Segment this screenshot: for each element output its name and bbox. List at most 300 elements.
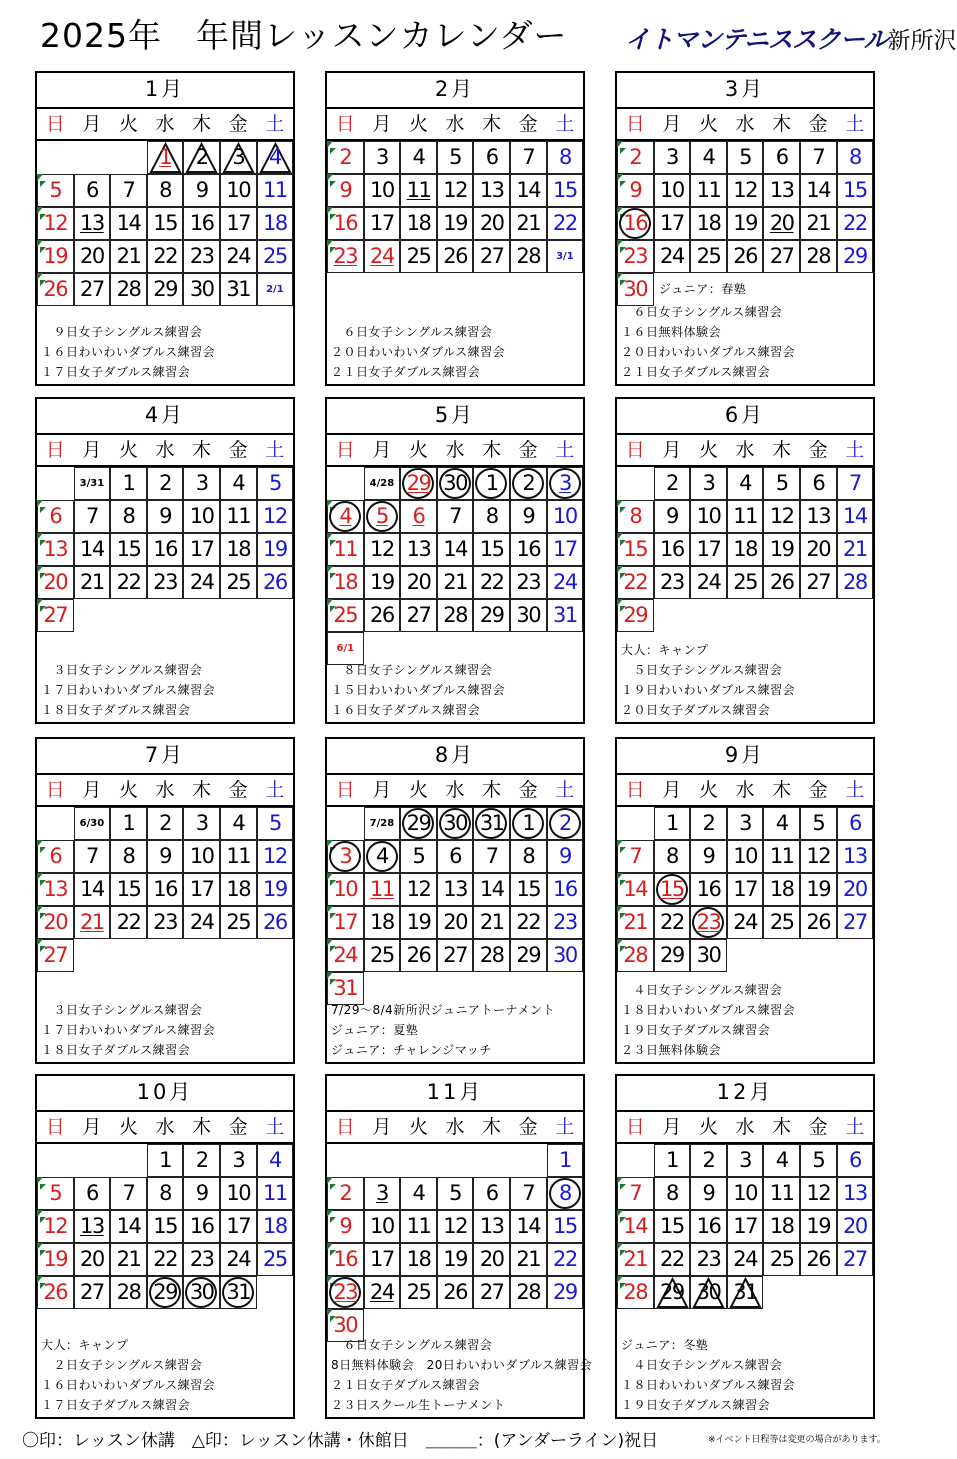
day-number: 2	[629, 145, 642, 169]
day-cell	[654, 533, 691, 566]
day-cell	[800, 1177, 837, 1210]
day-number: 20	[80, 244, 104, 268]
day-cell	[510, 500, 547, 533]
day-cell	[220, 467, 257, 500]
day-cell	[690, 500, 727, 533]
day-number: 11	[333, 537, 358, 561]
day-cell	[763, 873, 800, 906]
weekday-label: 月	[82, 1116, 102, 1138]
day-cell	[437, 939, 474, 972]
weekday-label: 月	[82, 779, 102, 801]
event-note: ジュニア：冬塾	[621, 1338, 709, 1352]
day-grid	[327, 467, 583, 654]
day-cell	[654, 500, 691, 533]
day-number: 20	[843, 1214, 867, 1238]
day-cell	[727, 1210, 764, 1243]
weekday-label: 水	[445, 113, 465, 135]
weekday-label: 日	[45, 1116, 65, 1138]
day-number: 25	[769, 1247, 794, 1271]
day-number: 26	[733, 244, 757, 268]
day-number: 29	[623, 603, 648, 627]
day-cell	[37, 566, 74, 599]
day-cell	[437, 500, 474, 533]
month-title: 1月	[37, 73, 293, 109]
day-number: 3	[339, 844, 352, 868]
day-cell	[183, 1243, 220, 1276]
day-cell	[37, 174, 74, 207]
disclaimer: ※イベント日程等は変更の場合があります。	[708, 1435, 886, 1445]
day-cell	[74, 1210, 111, 1243]
day-number: 12	[443, 178, 467, 202]
day-number: 13	[443, 877, 467, 901]
day-cell	[437, 873, 474, 906]
day-cell	[690, 141, 727, 174]
day-number: 1	[665, 1148, 678, 1172]
day-number: 9	[665, 504, 678, 528]
day-cell	[510, 599, 547, 632]
day-cell	[510, 467, 547, 500]
day-number: 7	[122, 1181, 135, 1205]
day-cell	[547, 1276, 584, 1309]
day-number: 17	[553, 537, 577, 561]
day-cell	[327, 1276, 364, 1309]
weekday-header	[617, 1112, 873, 1144]
day-number: 27	[843, 910, 867, 934]
weekday-label: 木	[482, 439, 502, 461]
weekday-label: 月	[662, 113, 682, 135]
day-cell	[220, 1276, 257, 1309]
day-cell	[763, 906, 800, 939]
day-number: 29	[516, 943, 541, 967]
day-cell	[364, 599, 401, 632]
day-cell	[327, 240, 364, 273]
day-cell	[147, 873, 184, 906]
month-4	[35, 397, 295, 724]
day-number: 22	[843, 211, 867, 235]
day-cell	[763, 807, 800, 840]
day-number: 8	[665, 844, 678, 868]
weekday-label: 土	[265, 439, 285, 461]
day-number: 23	[189, 1247, 214, 1271]
weekday-header	[617, 435, 873, 467]
event-note: ６日女子シングルス練習会	[331, 325, 493, 339]
day-number: 24	[189, 910, 214, 934]
weekday-label: 月	[372, 779, 392, 801]
day-cell	[800, 467, 837, 500]
day-cell	[690, 174, 727, 207]
event-note: ８日女子シングルス練習会	[331, 663, 493, 677]
day-number: 3	[232, 1148, 245, 1172]
day-cell	[257, 566, 294, 599]
day-cell	[74, 500, 111, 533]
day-cell	[183, 1276, 220, 1309]
day-grid	[617, 467, 873, 633]
day-number: 2	[339, 145, 352, 169]
event-note: １７日わいわいダブルス練習会	[41, 683, 216, 697]
day-number: 6/1	[336, 643, 355, 654]
day-cell	[37, 240, 74, 273]
day-cell	[837, 906, 874, 939]
day-cell	[654, 1144, 691, 1177]
day-cell	[437, 566, 474, 599]
day-cell	[547, 533, 584, 566]
day-number: 28	[623, 1280, 648, 1304]
weekday-label: 金	[808, 1116, 828, 1138]
weekday-label: 火	[408, 113, 428, 135]
day-cell	[147, 467, 184, 500]
day-cell	[257, 873, 294, 906]
day-number: 15	[153, 1214, 177, 1238]
day-number: 27	[806, 570, 831, 594]
day-cell	[654, 1276, 691, 1309]
day-cell	[617, 141, 654, 174]
day-number: 21	[623, 1247, 648, 1271]
day-cell	[220, 141, 257, 174]
day-number: 29	[406, 471, 431, 495]
day-number: 19	[443, 211, 467, 235]
day-number: 15	[660, 1214, 684, 1238]
event-notes	[41, 660, 289, 720]
day-number: 24	[333, 943, 358, 967]
day-cell	[547, 174, 584, 207]
day-cell	[437, 1276, 474, 1309]
day-cell	[837, 533, 874, 566]
day-number: 9	[558, 844, 571, 868]
day-cell	[74, 467, 111, 500]
day-number: 6	[85, 1181, 98, 1205]
day-cell	[617, 566, 654, 599]
day-cell	[257, 807, 294, 840]
day-cell	[257, 207, 294, 240]
day-number: 31	[733, 1280, 757, 1304]
day-cell	[74, 1243, 111, 1276]
weekday-label: 土	[555, 439, 575, 461]
weekday-label: 月	[372, 1116, 392, 1138]
day-number: 1	[159, 145, 172, 169]
day-number: 27	[769, 244, 794, 268]
day-cell	[220, 500, 257, 533]
month-11	[325, 1074, 593, 1419]
day-cell	[547, 207, 584, 240]
day-number: 14	[479, 877, 504, 901]
day-number: 3/1	[556, 251, 574, 262]
day-cell	[400, 807, 437, 840]
day-number: 28	[116, 277, 141, 301]
day-number: 22	[116, 910, 141, 934]
day-number: 27	[479, 244, 504, 268]
day-cell	[37, 840, 74, 873]
day-cell	[800, 840, 837, 873]
weekday-header	[617, 109, 873, 141]
day-number: 5	[268, 811, 281, 835]
day-cell	[727, 207, 764, 240]
day-number: 7	[629, 1181, 642, 1205]
day-number: 11	[226, 504, 251, 528]
event-note: ２１日女子ダブルス練習会	[331, 1378, 481, 1392]
weekday-label: 木	[192, 439, 212, 461]
day-grid	[327, 807, 583, 1000]
event-note: 8日無料体験会 20日わいわいダブルス練習会	[331, 1358, 593, 1372]
event-notes	[621, 980, 869, 1060]
weekday-label: 水	[735, 439, 755, 461]
event-note: ６日女子シングルス練習会	[331, 1338, 493, 1352]
day-number: 22	[553, 211, 577, 235]
day-cell	[654, 1243, 691, 1276]
day-cell	[473, 240, 510, 273]
day-number: 7	[812, 145, 825, 169]
day-cell	[257, 840, 294, 873]
weekday-label: 木	[482, 1116, 502, 1138]
day-cell	[473, 873, 510, 906]
day-number: 28	[443, 603, 467, 627]
event-note: ５日女子シングルス練習会	[621, 663, 783, 677]
day-number: 30	[443, 471, 467, 495]
day-cell	[547, 599, 584, 632]
day-number: 2	[702, 1148, 715, 1172]
event-notes	[41, 1335, 289, 1415]
month-7	[35, 737, 295, 1064]
weekday-label: 土	[845, 779, 865, 801]
day-number: 23	[516, 570, 541, 594]
day-number: 31	[226, 1280, 251, 1304]
day-cell	[837, 840, 874, 873]
day-cell	[617, 1276, 654, 1309]
day-cell	[183, 467, 220, 500]
legend: 〇印：レッスン休講 △印：レッスン休講・休館日 ＿＿＿：(アンダーライン)祝日	[22, 1431, 659, 1451]
day-cell	[547, 1210, 584, 1243]
day-cell	[800, 906, 837, 939]
day-cell	[473, 207, 510, 240]
day-number: 9	[339, 178, 352, 202]
day-cell	[437, 906, 474, 939]
weekday-label: 金	[518, 779, 538, 801]
day-number: 25	[226, 910, 251, 934]
day-cell	[473, 1210, 510, 1243]
event-note: １６日無料体験会	[621, 325, 722, 339]
day-grid	[327, 141, 583, 307]
day-cell	[327, 939, 364, 972]
day-number: 8	[558, 1181, 571, 1205]
day-number: 20	[43, 570, 68, 594]
day-number: 5	[49, 178, 62, 202]
day-cell	[74, 1177, 111, 1210]
day-cell	[327, 1177, 364, 1210]
day-number: 14	[116, 211, 141, 235]
day-cell	[400, 141, 437, 174]
weekday-label: 金	[518, 113, 538, 135]
weekday-label: 日	[45, 779, 65, 801]
weekday-label: 土	[845, 113, 865, 135]
weekday-label: 金	[228, 113, 248, 135]
day-cell	[837, 1144, 874, 1177]
day-number: 22	[116, 570, 141, 594]
day-cell	[437, 1210, 474, 1243]
day-cell	[183, 873, 220, 906]
day-number: 10	[553, 504, 577, 528]
day-number: 28	[806, 244, 831, 268]
day-number: 11	[769, 1181, 794, 1205]
day-cell	[837, 207, 874, 240]
weekday-label: 木	[772, 1116, 792, 1138]
day-number: 14	[806, 178, 831, 202]
day-cell	[690, 467, 727, 500]
day-number: 31	[226, 277, 251, 301]
day-number: 24	[226, 1247, 251, 1271]
day-cell	[327, 207, 364, 240]
day-number: 5	[812, 811, 825, 835]
weekday-label: 水	[155, 1116, 175, 1138]
day-cell	[364, 533, 401, 566]
event-note: １８日女子ダブルス練習会	[41, 1043, 191, 1057]
day-cell	[110, 566, 147, 599]
day-number: 23	[660, 570, 684, 594]
day-cell	[37, 500, 74, 533]
day-cell	[37, 1276, 74, 1309]
day-number: 29	[843, 244, 867, 268]
day-number: 2	[195, 1148, 208, 1172]
day-cell	[74, 174, 111, 207]
day-cell	[400, 240, 437, 273]
day-number: 26	[406, 943, 431, 967]
day-number: 3/31	[79, 478, 105, 489]
day-number: 18	[406, 211, 431, 235]
weekday-label: 木	[772, 779, 792, 801]
day-cell	[727, 807, 764, 840]
weekday-label: 火	[408, 779, 428, 801]
day-cell	[257, 467, 294, 500]
day-cell	[437, 207, 474, 240]
weekday-label: 月	[662, 439, 682, 461]
day-cell	[400, 174, 437, 207]
day-cell	[473, 840, 510, 873]
day-number: 16	[189, 211, 214, 235]
day-cell	[473, 906, 510, 939]
day-cell	[183, 840, 220, 873]
day-number: 6	[412, 504, 425, 528]
day-cell	[257, 141, 294, 174]
day-number: 1	[122, 811, 135, 835]
day-cell	[74, 807, 111, 840]
day-cell	[110, 1177, 147, 1210]
day-number: 4	[412, 145, 425, 169]
day-number: 14	[843, 504, 867, 528]
day-cell	[690, 807, 727, 840]
day-cell	[400, 1177, 437, 1210]
day-cell	[763, 207, 800, 240]
day-number: 8	[485, 504, 498, 528]
day-cell	[654, 906, 691, 939]
day-number: 8	[122, 504, 135, 528]
day-cell	[617, 906, 654, 939]
day-number: 15	[843, 178, 867, 202]
day-cell	[547, 840, 584, 873]
day-number: 1	[122, 471, 135, 495]
day-cell	[547, 141, 584, 174]
day-cell	[510, 566, 547, 599]
day-cell	[800, 174, 837, 207]
day-number: 30	[516, 603, 541, 627]
day-number: 21	[479, 910, 504, 934]
day-number: 3	[739, 811, 752, 835]
day-cell	[74, 840, 111, 873]
day-number: 9	[159, 504, 172, 528]
event-note: １９日女子ダブルス練習会	[621, 1398, 771, 1412]
day-number: 22	[660, 1247, 684, 1271]
day-cell	[654, 566, 691, 599]
day-number: 19	[263, 537, 287, 561]
day-number: 21	[116, 1247, 141, 1271]
day-number: 6	[848, 1148, 861, 1172]
day-cell	[690, 840, 727, 873]
day-number: 24	[696, 570, 721, 594]
event-note: １９日女子ダブルス練習会	[621, 1023, 771, 1037]
day-number: 21	[843, 537, 867, 561]
weekday-label: 金	[518, 1116, 538, 1138]
day-cell	[547, 240, 584, 273]
day-grid	[617, 807, 873, 973]
day-number: 31	[479, 811, 504, 835]
day-cell	[800, 873, 837, 906]
day-number: 4	[375, 844, 388, 868]
day-number: 26	[263, 570, 287, 594]
day-number: 12	[263, 844, 287, 868]
day-cell	[510, 840, 547, 873]
day-number: 30	[696, 1280, 721, 1304]
day-number: 12	[43, 1214, 68, 1238]
month-title: 12月	[617, 1076, 873, 1112]
day-number: 8	[848, 145, 861, 169]
day-number: 15	[660, 877, 684, 901]
day-cell	[37, 1243, 74, 1276]
event-notes	[621, 1335, 869, 1415]
day-cell	[654, 939, 691, 972]
day-cell	[147, 500, 184, 533]
day-cell	[727, 174, 764, 207]
day-cell	[763, 533, 800, 566]
day-cell	[147, 273, 184, 306]
day-cell	[617, 840, 654, 873]
day-number: 6	[485, 145, 498, 169]
day-cell	[547, 467, 584, 500]
day-number: 18	[733, 537, 757, 561]
day-number: 25	[406, 244, 431, 268]
day-number: 25	[263, 1247, 287, 1271]
day-number: 23	[696, 910, 721, 934]
day-cell	[727, 500, 764, 533]
day-number: 7	[522, 1181, 535, 1205]
day-cell	[400, 873, 437, 906]
day-number: 16	[516, 537, 541, 561]
day-number: 13	[843, 844, 867, 868]
month-title: 3月	[617, 73, 873, 109]
day-number: 14	[80, 537, 104, 561]
day-cell	[400, 1210, 437, 1243]
month-3	[615, 71, 875, 386]
weekday-label: 火	[698, 1116, 718, 1138]
weekday-label: 日	[335, 113, 355, 135]
day-number: 26	[806, 910, 831, 934]
day-cell	[364, 141, 401, 174]
day-number: 1	[485, 471, 498, 495]
event-note: 大人：キャンプ	[41, 1338, 129, 1352]
day-number: 26	[263, 910, 287, 934]
day-number: 10	[660, 178, 684, 202]
day-number: 10	[189, 844, 214, 868]
day-cell	[183, 566, 220, 599]
day-number: 9	[159, 844, 172, 868]
day-number: 7	[449, 504, 462, 528]
day-number: 24	[553, 570, 577, 594]
